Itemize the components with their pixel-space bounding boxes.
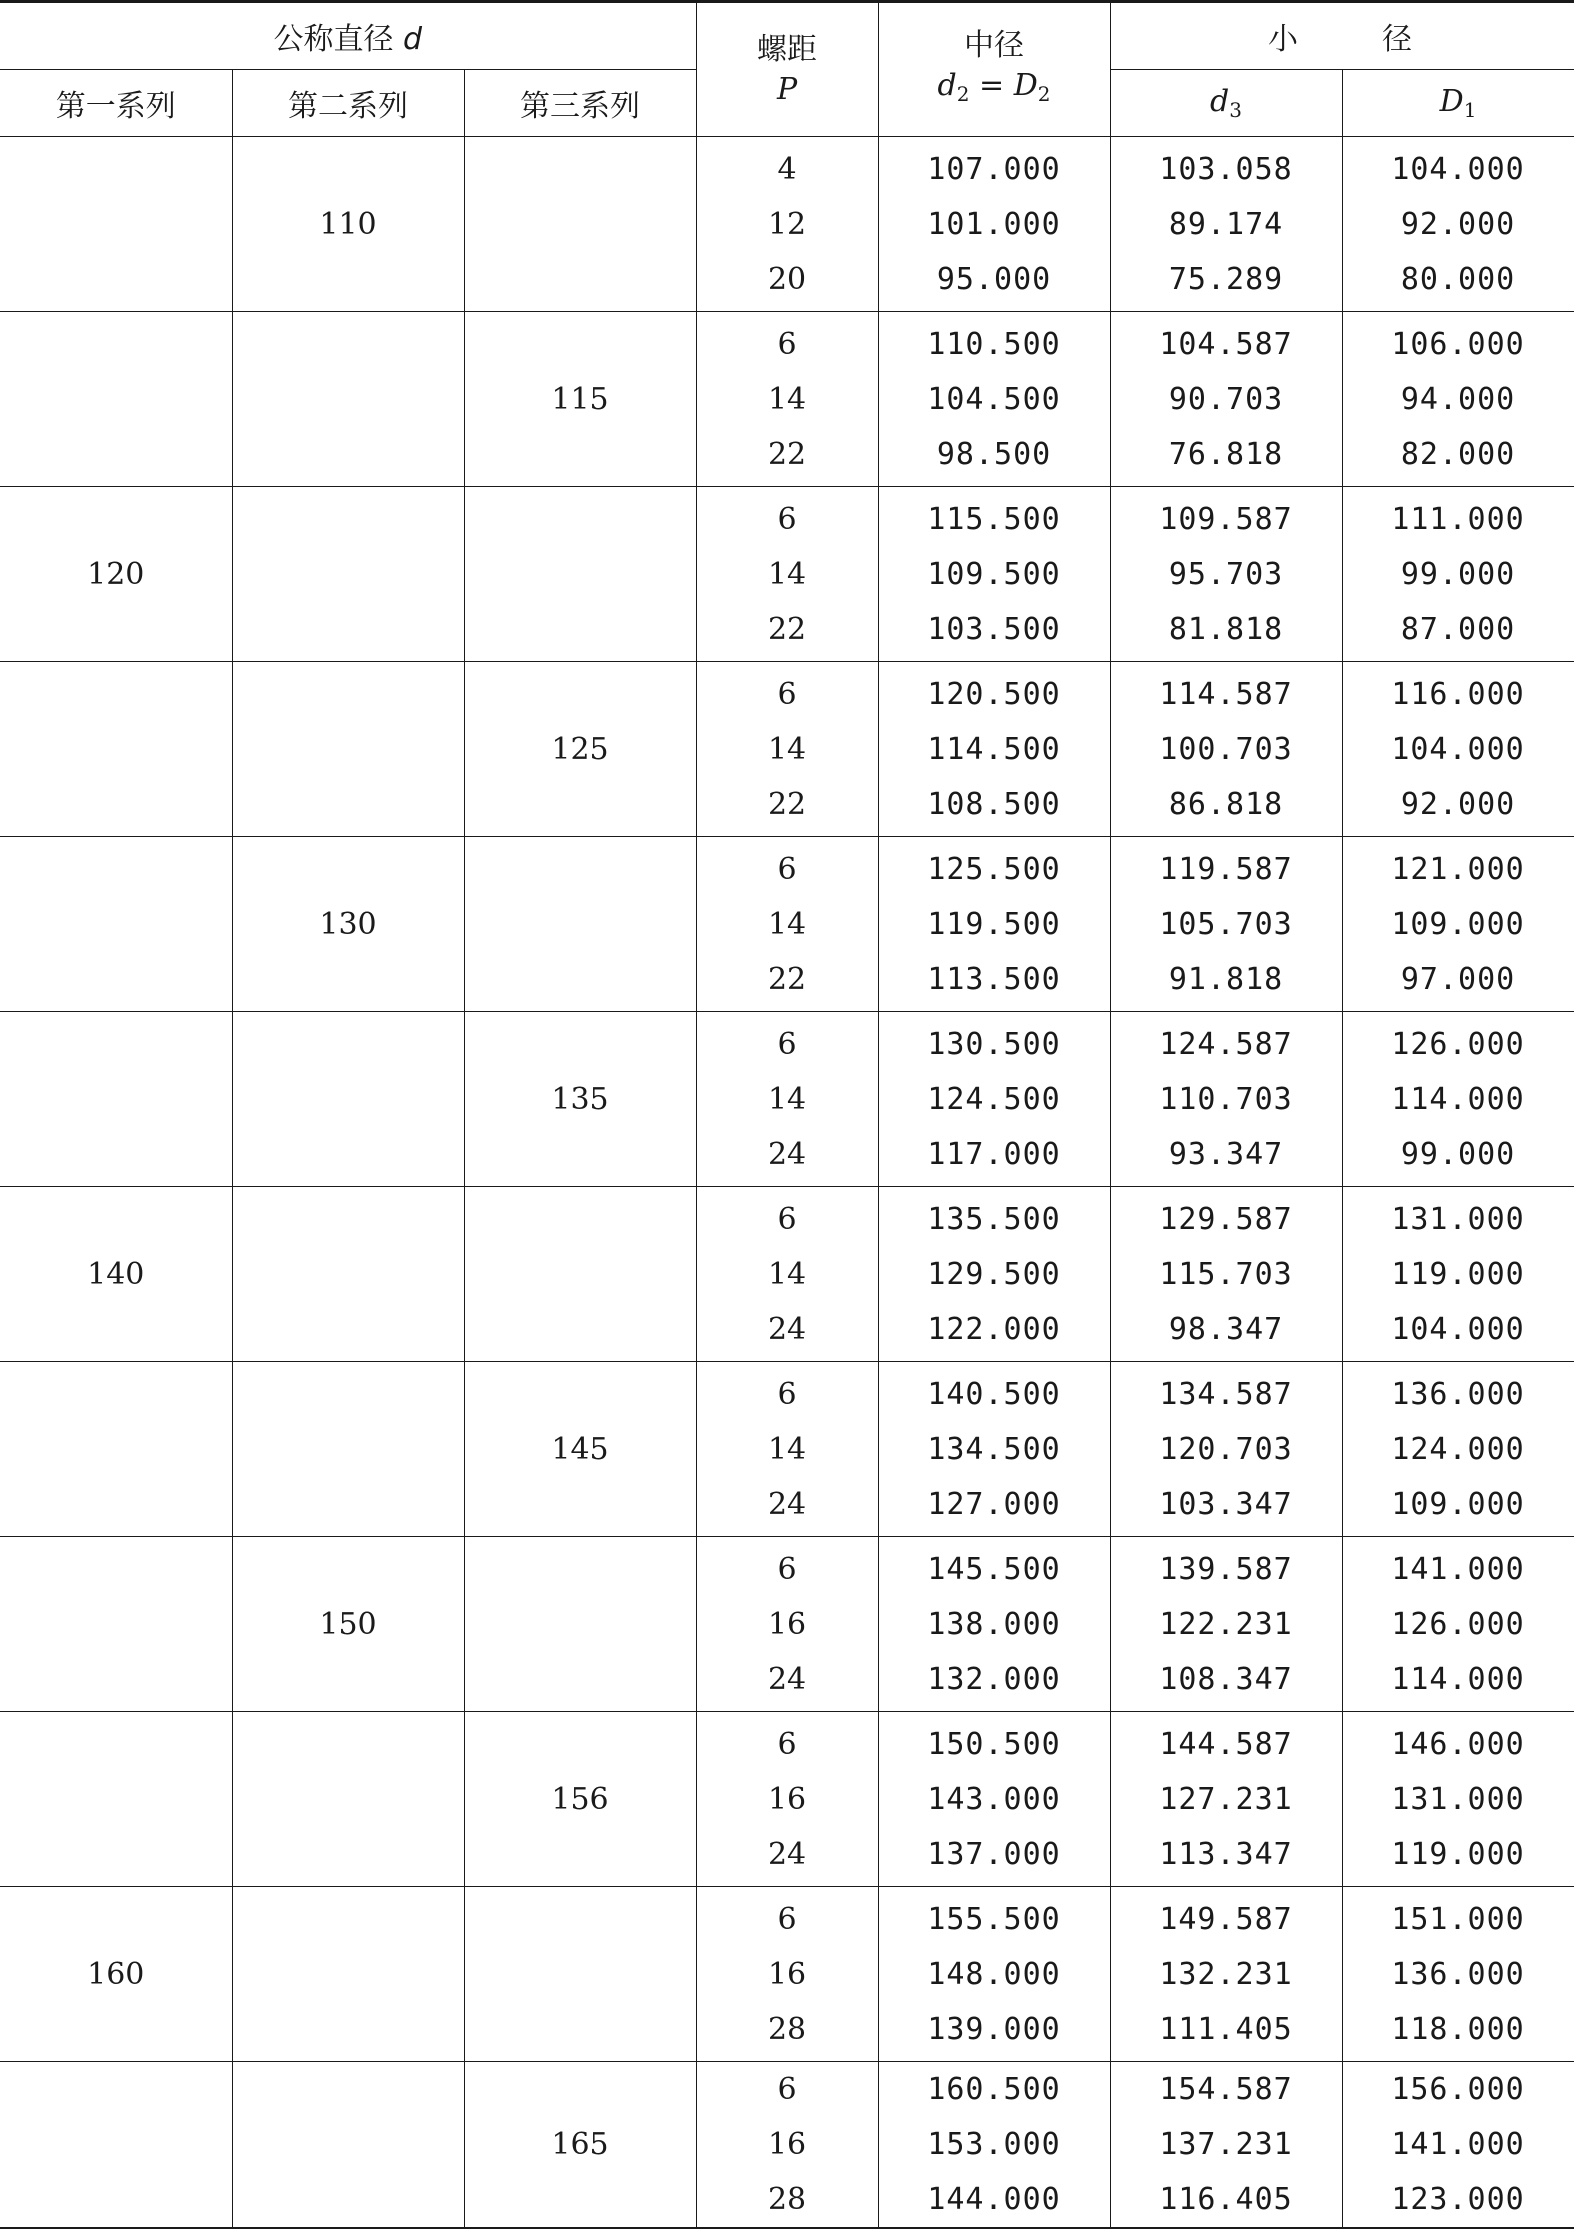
table-row [0, 487, 1574, 662]
pitch-diameter-value: 117.000 [927, 1136, 1061, 1172]
minor-D1-value: 92.000 [1400, 786, 1516, 822]
pitch-value: 14 [767, 1081, 807, 1117]
minor-d3-value: 122.231 [1159, 1606, 1293, 1642]
pitch-value: 6 [777, 1201, 797, 1237]
pitch-cell [696, 137, 878, 312]
pitch-diameter-cell [878, 137, 1110, 312]
nominal-series-1-cell [0, 662, 232, 837]
minor-d3-value: 120.703 [1159, 1431, 1293, 1467]
minor-d3-value: 90.703 [1168, 381, 1284, 417]
pitch-cell [696, 1537, 878, 1712]
pitch-value: 14 [767, 906, 807, 942]
pitch-value: 14 [767, 1256, 807, 1292]
pitch-diameter-value: 125.500 [927, 851, 1061, 887]
minor-D1-value: 114.000 [1391, 1081, 1525, 1117]
pitch-diameter-value: 153.000 [927, 2127, 1061, 2162]
pitch-diameter-value: 137.000 [927, 1836, 1061, 1872]
minor-d3-value: 95.703 [1168, 556, 1284, 592]
pitch-diameter-cell [878, 1187, 1110, 1362]
minor-D1-cell [1342, 837, 1574, 1012]
pitch-value: 12 [767, 206, 807, 242]
minor-D1-value: 136.000 [1391, 1376, 1525, 1412]
minor-D1-value: 151.000 [1391, 1901, 1525, 1937]
pitch-diameter-value: 109.500 [927, 556, 1061, 592]
pitch-value: 16 [767, 1956, 807, 1992]
nominal-series-3-cell [464, 137, 696, 312]
nominal-series-2-cell: 130 [232, 837, 464, 1012]
pitch-cell [696, 487, 878, 662]
minor-D1-value: 126.000 [1391, 1026, 1525, 1062]
pitch-diameter-cell [878, 1012, 1110, 1187]
pitch-cell [696, 1362, 878, 1537]
table-body [0, 137, 1574, 2229]
pitch-value: 4 [777, 151, 797, 187]
minor-D1-value: 156.000 [1391, 2072, 1525, 2107]
minor-d3-value: 132.231 [1159, 1956, 1293, 1992]
nominal-series-1-cell: 160 [0, 1887, 232, 2062]
pitch-diameter-cell [878, 1537, 1110, 1712]
pitch-diameter-cell [878, 1712, 1110, 1887]
pitch-cell [696, 1187, 878, 1362]
nominal-series-1-cell [0, 837, 232, 1012]
nominal-series-2-cell [232, 1187, 464, 1362]
pitch-value: 14 [767, 381, 807, 417]
nominal-series-3-cell [464, 487, 696, 662]
pitch-diameter-value: 144.000 [927, 2182, 1061, 2217]
pitch-value: 24 [767, 1136, 807, 1172]
minor-D1-value: 114.000 [1391, 1661, 1525, 1697]
minor-D1-value: 131.000 [1391, 1201, 1525, 1237]
minor-D1-cell [1342, 1012, 1574, 1187]
minor-d3-value: 134.587 [1159, 1376, 1293, 1412]
minor-d3-value: 75.289 [1168, 261, 1284, 297]
nominal-series-2-cell [232, 1712, 464, 1887]
table-row [0, 312, 1574, 487]
minor-D1-cell [1342, 312, 1574, 487]
header-nominal-diameter: 公称直径 d [0, 2, 696, 70]
minor-d3-value: 115.703 [1159, 1256, 1293, 1292]
pitch-value: 22 [767, 611, 807, 647]
pitch-diameter-value: 113.500 [927, 961, 1061, 997]
pitch-diameter-cell [878, 837, 1110, 1012]
pitch-diameter-value: 134.500 [927, 1431, 1061, 1467]
pitch-cell [696, 837, 878, 1012]
nominal-series-1-cell [0, 312, 232, 487]
pitch-value: 16 [767, 1606, 807, 1642]
pitch-diameter-value: 98.500 [936, 436, 1052, 472]
table-row [0, 662, 1574, 837]
minor-d3-value: 76.818 [1168, 436, 1284, 472]
pitch-value: 16 [767, 2127, 807, 2162]
pitch-value: 6 [777, 1726, 797, 1762]
minor-d3-cell [1110, 137, 1342, 312]
nominal-series-2-cell: 150 [232, 1537, 464, 1712]
header-series-2: 第二系列 [232, 70, 464, 137]
minor-d3-value: 154.587 [1159, 2072, 1293, 2107]
nominal-series-2-cell [232, 487, 464, 662]
pitch-value: 24 [767, 1661, 807, 1697]
minor-d3-value: 104.587 [1159, 326, 1293, 362]
minor-D1-cell [1342, 137, 1574, 312]
nominal-series-1-cell [0, 1712, 232, 1887]
pitch-diameter-value: 138.000 [927, 1606, 1061, 1642]
nominal-series-1-cell [0, 1012, 232, 1187]
header-minor-diameter: 小 径 [1110, 2, 1574, 70]
table-row [0, 1712, 1574, 1887]
minor-D1-value: 126.000 [1391, 1606, 1525, 1642]
pitch-diameter-value: 140.500 [927, 1376, 1061, 1412]
minor-d3-value: 109.587 [1159, 501, 1293, 537]
minor-D1-cell [1342, 1537, 1574, 1712]
minor-D1-cell [1342, 1362, 1574, 1537]
pitch-value: 28 [767, 2182, 807, 2217]
minor-D1-value: 80.000 [1400, 261, 1516, 297]
header-minor-D1: $D_1$ [1342, 70, 1574, 137]
pitch-value: 20 [767, 261, 807, 297]
pitch-cell [696, 1887, 878, 2062]
minor-d3-value: 127.231 [1159, 1781, 1293, 1817]
table-row [0, 837, 1574, 1012]
pitch-diameter-cell [878, 312, 1110, 487]
header-series-1: 第一系列 [0, 70, 232, 137]
minor-d3-cell [1110, 1887, 1342, 2062]
nominal-series-3-cell: 115 [464, 312, 696, 487]
pitch-value: 6 [777, 2072, 797, 2107]
pitch-diameter-value: 145.500 [927, 1551, 1061, 1587]
minor-D1-value: 119.000 [1391, 1836, 1525, 1872]
table-header [0, 2, 1574, 137]
minor-d3-cell [1110, 1362, 1342, 1537]
pitch-diameter-value: 115.500 [927, 501, 1061, 537]
pitch-diameter-cell [878, 2062, 1110, 2229]
pitch-diameter-value: 104.500 [927, 381, 1061, 417]
minor-D1-value: 87.000 [1400, 611, 1516, 647]
nominal-series-2-cell: 110 [232, 137, 464, 312]
pitch-diameter-value: 143.000 [927, 1781, 1061, 1817]
minor-d3-value: 98.347 [1168, 1311, 1284, 1347]
minor-d3-cell [1110, 1712, 1342, 1887]
pitch-value: 24 [767, 1836, 807, 1872]
pitch-value: 24 [767, 1486, 807, 1522]
pitch-value: 6 [777, 1551, 797, 1587]
minor-d3-value: 81.818 [1168, 611, 1284, 647]
nominal-series-3-cell: 145 [464, 1362, 696, 1537]
minor-D1-value: 136.000 [1391, 1956, 1525, 1992]
minor-d3-value: 116.405 [1159, 2182, 1293, 2217]
minor-d3-value: 108.347 [1159, 1661, 1293, 1697]
pitch-diameter-value: 150.500 [927, 1726, 1061, 1762]
pitch-diameter-value: 160.500 [927, 2072, 1061, 2107]
minor-d3-value: 129.587 [1159, 1201, 1293, 1237]
minor-D1-value: 109.000 [1391, 1486, 1525, 1522]
minor-d3-value: 137.231 [1159, 2127, 1293, 2162]
minor-D1-value: 141.000 [1391, 1551, 1525, 1587]
minor-D1-value: 99.000 [1400, 556, 1516, 592]
minor-d3-value: 105.703 [1159, 906, 1293, 942]
pitch-diameter-value: 108.500 [927, 786, 1061, 822]
nominal-series-1-cell [0, 137, 232, 312]
pitch-value: 14 [767, 556, 807, 592]
minor-D1-value: 123.000 [1391, 2182, 1525, 2217]
nominal-series-2-cell [232, 312, 464, 487]
header-minor-d3: $d_3$ [1110, 70, 1342, 137]
pitch-value: 6 [777, 326, 797, 362]
minor-D1-value: 119.000 [1391, 1256, 1525, 1292]
minor-D1-cell [1342, 662, 1574, 837]
minor-d3-value: 149.587 [1159, 1901, 1293, 1937]
minor-d3-cell [1110, 662, 1342, 837]
minor-d3-value: 113.347 [1159, 1836, 1293, 1872]
minor-d3-value: 93.347 [1168, 1136, 1284, 1172]
pitch-diameter-value: 122.000 [927, 1311, 1061, 1347]
nominal-series-3-cell [464, 837, 696, 1012]
pitch-diameter-value: 155.500 [927, 1901, 1061, 1937]
table-row [0, 1887, 1574, 2062]
pitch-value: 6 [777, 851, 797, 887]
minor-D1-value: 97.000 [1400, 961, 1516, 997]
header-pitch: 螺距 P [696, 2, 878, 137]
pitch-value: 16 [767, 1781, 807, 1817]
header-series-3: 第三系列 [464, 70, 696, 137]
minor-d3-value: 103.347 [1159, 1486, 1293, 1522]
minor-D1-value: 106.000 [1391, 326, 1525, 362]
minor-d3-cell [1110, 1537, 1342, 1712]
pitch-value: 6 [777, 1376, 797, 1412]
minor-D1-value: 121.000 [1391, 851, 1525, 887]
minor-d3-value: 111.405 [1159, 2011, 1293, 2047]
minor-d3-value: 119.587 [1159, 851, 1293, 887]
minor-D1-value: 141.000 [1391, 2127, 1525, 2162]
minor-D1-value: 92.000 [1400, 206, 1516, 242]
minor-D1-cell [1342, 2062, 1574, 2229]
pitch-diameter-cell [878, 1362, 1110, 1537]
table-row [0, 2062, 1574, 2229]
pitch-cell [696, 1712, 878, 1887]
pitch-diameter-value: 139.000 [927, 2011, 1061, 2047]
pitch-diameter-value: 148.000 [927, 1956, 1061, 1992]
minor-d3-value: 114.587 [1159, 676, 1293, 712]
nominal-series-2-cell [232, 1012, 464, 1187]
minor-D1-value: 116.000 [1391, 676, 1525, 712]
pitch-value: 6 [777, 1901, 797, 1937]
minor-D1-cell [1342, 1712, 1574, 1887]
minor-D1-value: 99.000 [1400, 1136, 1516, 1172]
pitch-value: 22 [767, 436, 807, 472]
pitch-diameter-value: 95.000 [936, 261, 1052, 297]
minor-D1-cell [1342, 1187, 1574, 1362]
pitch-diameter-value: 124.500 [927, 1081, 1061, 1117]
minor-D1-cell [1342, 487, 1574, 662]
header-pitch-diameter: 中径 $d_2 = D_2$ [878, 2, 1110, 137]
minor-d3-cell [1110, 1187, 1342, 1362]
minor-D1-value: 104.000 [1391, 731, 1525, 767]
minor-d3-cell [1110, 2062, 1342, 2229]
minor-D1-value: 82.000 [1400, 436, 1516, 472]
pitch-cell [696, 2062, 878, 2229]
pitch-value: 14 [767, 1431, 807, 1467]
nominal-series-3-cell: 156 [464, 1712, 696, 1887]
pitch-diameter-value: 120.500 [927, 676, 1061, 712]
table-row [0, 1187, 1574, 1362]
nominal-series-3-cell: 135 [464, 1012, 696, 1187]
minor-d3-value: 91.818 [1168, 961, 1284, 997]
minor-D1-value: 109.000 [1391, 906, 1525, 942]
pitch-diameter-value: 132.000 [927, 1661, 1061, 1697]
nominal-series-3-cell [464, 1537, 696, 1712]
minor-D1-value: 104.000 [1391, 151, 1525, 187]
pitch-cell [696, 312, 878, 487]
pitch-diameter-value: 107.000 [927, 151, 1061, 187]
minor-D1-value: 111.000 [1391, 501, 1525, 537]
pitch-diameter-value: 103.500 [927, 611, 1061, 647]
nominal-series-1-cell [0, 1362, 232, 1537]
minor-D1-value: 131.000 [1391, 1781, 1525, 1817]
minor-d3-cell [1110, 487, 1342, 662]
minor-d3-value: 103.058 [1159, 151, 1293, 187]
nominal-series-2-cell [232, 2062, 464, 2229]
pitch-diameter-value: 130.500 [927, 1026, 1061, 1062]
pitch-diameter-cell [878, 487, 1110, 662]
pitch-cell [696, 1012, 878, 1187]
minor-d3-value: 100.703 [1159, 731, 1293, 767]
pitch-value: 14 [767, 731, 807, 767]
minor-d3-value: 110.703 [1159, 1081, 1293, 1117]
table-row [0, 1012, 1574, 1187]
nominal-series-3-cell: 125 [464, 662, 696, 837]
minor-D1-value: 124.000 [1391, 1431, 1525, 1467]
pitch-value: 6 [777, 676, 797, 712]
nominal-series-3-cell: 165 [464, 2062, 696, 2229]
nominal-series-3-cell [464, 1887, 696, 2062]
minor-D1-value: 94.000 [1400, 381, 1516, 417]
pitch-diameter-value: 101.000 [927, 206, 1061, 242]
minor-D1-value: 146.000 [1391, 1726, 1525, 1762]
minor-d3-value: 139.587 [1159, 1551, 1293, 1587]
minor-D1-value: 118.000 [1391, 2011, 1525, 2047]
minor-d3-cell [1110, 312, 1342, 487]
nominal-series-2-cell [232, 662, 464, 837]
pitch-value: 6 [777, 501, 797, 537]
table-row [0, 1362, 1574, 1537]
pitch-cell [696, 662, 878, 837]
minor-d3-value: 86.818 [1168, 786, 1284, 822]
minor-d3-cell [1110, 1012, 1342, 1187]
nominal-series-1-cell [0, 1537, 232, 1712]
minor-d3-value: 89.174 [1168, 206, 1284, 242]
pitch-value: 24 [767, 1311, 807, 1347]
pitch-diameter-value: 114.500 [927, 731, 1061, 767]
minor-D1-value: 104.000 [1391, 1311, 1525, 1347]
nominal-series-3-cell [464, 1187, 696, 1362]
nominal-series-2-cell [232, 1362, 464, 1537]
nominal-series-1-cell: 140 [0, 1187, 232, 1362]
pitch-diameter-value: 129.500 [927, 1256, 1061, 1292]
minor-D1-cell [1342, 1887, 1574, 2062]
pitch-value: 22 [767, 961, 807, 997]
pitch-diameter-value: 127.000 [927, 1486, 1061, 1522]
pitch-value: 28 [767, 2011, 807, 2047]
nominal-series-1-cell [0, 2062, 232, 2229]
pitch-value: 22 [767, 786, 807, 822]
table-row [0, 1537, 1574, 1712]
table-row [0, 137, 1574, 312]
minor-d3-value: 144.587 [1159, 1726, 1293, 1762]
pitch-diameter-value: 110.500 [927, 326, 1061, 362]
pitch-diameter-cell [878, 1887, 1110, 2062]
minor-d3-value: 124.587 [1159, 1026, 1293, 1062]
minor-d3-cell [1110, 837, 1342, 1012]
nominal-series-1-cell: 120 [0, 487, 232, 662]
pitch-diameter-cell [878, 662, 1110, 837]
pitch-value: 6 [777, 1026, 797, 1062]
nominal-series-2-cell [232, 1887, 464, 2062]
pitch-diameter-value: 135.500 [927, 1201, 1061, 1237]
pitch-diameter-value: 119.500 [927, 906, 1061, 942]
